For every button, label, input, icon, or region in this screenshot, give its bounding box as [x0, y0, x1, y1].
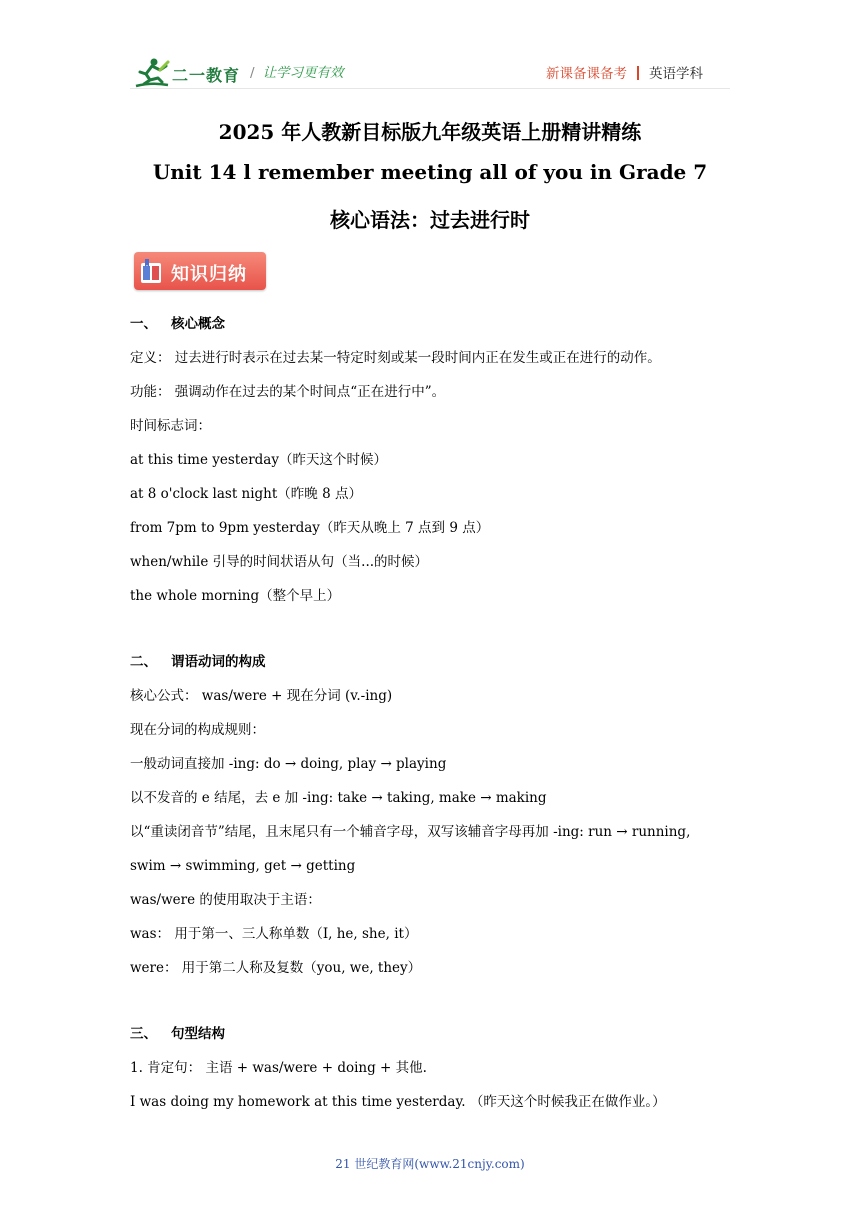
markers-label: 时间标志词：	[130, 418, 211, 434]
badge-label: 知识归纳	[171, 264, 247, 285]
section-heading-1	[130, 314, 225, 334]
header-label-course: 新课备课备考	[546, 66, 627, 82]
was-usage: was： 用于第一、三人称单数（I, he, she, it）	[130, 926, 418, 942]
section-heading-text: 谓语动词的构成	[171, 654, 266, 670]
header-rule	[130, 88, 730, 89]
section-heading-2	[130, 652, 266, 672]
grammar-title: 核心语法：过去进行时	[330, 208, 530, 232]
rule-item-continued: swim → swimming, get → getting	[130, 858, 356, 874]
page-footer[interactable]: 21 世纪教育网(www.21cnjy.com)	[335, 1157, 525, 1171]
doc-title: 2025 年人教新目标版九年级英语上册精讲精练	[218, 120, 642, 144]
rule-item: 一般动词直接加 -ing: do → doing, play → playing	[130, 756, 447, 772]
usage-label: was/were 的使用取决于主语：	[130, 892, 321, 908]
marker-item: at 8 o'clock last night（昨晚 8 点）	[130, 486, 362, 502]
runner-logo-icon	[132, 56, 172, 90]
rule-item: 以“重读闭音节”结尾，且末尾只有一个辅音字母，双写该辅音字母再加 -ing: run → running,	[130, 824, 691, 840]
slogan-text: 让学习更有效	[262, 65, 344, 81]
function-text: 功能： 强调动作在过去的某个时间点“正在进行中”。	[130, 384, 446, 400]
marker-item: the whole morning（整个早上）	[130, 588, 341, 604]
header-labels	[546, 62, 703, 82]
section-number: 二、	[130, 654, 157, 670]
marker-item: from 7pm to 9pm yesterday（昨天从晚上 7 点到 9 点）	[130, 520, 490, 536]
definition-text: 定义： 过去进行时表示在过去某一特定时刻或某一段时间内正在发生或正在进行的动作。	[130, 350, 661, 366]
rules-label: 现在分词的构成规则：	[130, 722, 265, 738]
rule-item: 以不发音的 e 结尾，去 e 加 -ing: take → taking, make → making	[130, 790, 547, 806]
header-label-subject: 英语学科	[649, 66, 703, 82]
marker-item: when/while 引导的时间状语从句（当...的时候）	[130, 554, 429, 570]
book-icon	[139, 257, 163, 285]
slogan-separator: /	[250, 65, 255, 81]
formula-text: 核心公式： was/were + 现在分词 (v.-ing)	[130, 688, 393, 704]
logo	[132, 56, 252, 90]
unit-title: Unit 14 l remember meeting all of you in Grade 7	[152, 160, 708, 184]
slogan	[250, 61, 344, 81]
example-sentence: I was doing my homework at this time yesterday. （昨天这个时候我正在做作业。）	[130, 1094, 666, 1110]
header-divider	[637, 66, 639, 80]
section-heading-text: 句型结构	[171, 1026, 225, 1042]
section-heading-text: 核心概念	[171, 316, 225, 332]
were-usage: were： 用于第二人称及复数（you, we, they）	[130, 960, 422, 976]
page-header	[0, 0, 860, 100]
knowledge-badge	[134, 252, 266, 290]
section-number: 一、	[130, 316, 157, 332]
affirmative-structure: 1. 肯定句： 主语 + was/were + doing + 其他.	[130, 1060, 427, 1076]
section-heading-3	[130, 1024, 225, 1044]
section-number: 三、	[130, 1026, 157, 1042]
marker-item: at this time yesterday（昨天这个时候）	[130, 452, 387, 468]
logo-text: 二一教育	[172, 66, 241, 85]
